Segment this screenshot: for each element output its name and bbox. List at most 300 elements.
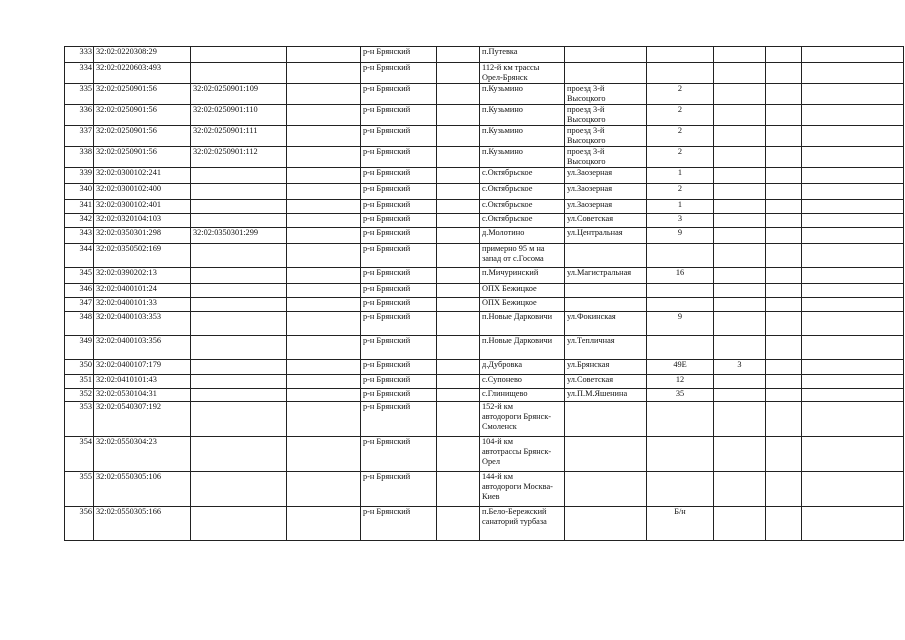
street-cell (565, 47, 647, 63)
district-cell: р-н Брянский (361, 312, 437, 336)
empty-cell (802, 63, 904, 84)
house-number-cell: 35 (647, 389, 714, 402)
empty-cell (437, 147, 480, 168)
empty-cell (287, 126, 361, 147)
empty-cell (766, 47, 802, 63)
locality-cell: д.Дубровка (480, 360, 565, 375)
empty-cell (437, 268, 480, 284)
district-cell: р-н Брянский (361, 126, 437, 147)
street-cell (565, 402, 647, 437)
house-number-cell: 16 (647, 268, 714, 284)
row-number-cell: 334 (65, 63, 94, 84)
building-cadastral-number-cell (191, 402, 287, 437)
building-cadastral-number-cell (191, 244, 287, 268)
empty-cell (802, 472, 904, 507)
table-row (65, 47, 904, 63)
cadastral-number-cell: 32:02:0220308:29 (94, 47, 191, 63)
table-row (65, 284, 904, 298)
table-row (65, 228, 904, 244)
row-number-cell: 339 (65, 168, 94, 184)
empty-cell (287, 63, 361, 84)
building-cadastral-number-cell (191, 284, 287, 298)
district-cell: р-н Брянский (361, 437, 437, 472)
house-number-cell: 1 (647, 168, 714, 184)
building-cadastral-number-cell (191, 375, 287, 389)
building-number-cell (714, 312, 766, 336)
empty-cell (766, 268, 802, 284)
empty-cell (766, 507, 802, 541)
empty-cell (802, 228, 904, 244)
empty-cell (802, 507, 904, 541)
empty-cell (437, 184, 480, 200)
building-cadastral-number-cell: 32:02:0250901:111 (191, 126, 287, 147)
row-number-cell: 337 (65, 126, 94, 147)
cadastral-number-cell: 32:02:0350301:298 (94, 228, 191, 244)
empty-cell (766, 147, 802, 168)
empty-cell (287, 244, 361, 268)
street-cell (565, 298, 647, 312)
house-number-cell: 49Е (647, 360, 714, 375)
empty-cell (802, 244, 904, 268)
empty-cell (766, 472, 802, 507)
empty-cell (802, 402, 904, 437)
building-number-cell (714, 47, 766, 63)
district-cell: р-н Брянский (361, 284, 437, 298)
locality-cell: ОПХ Бежицкое (480, 298, 565, 312)
empty-cell (766, 402, 802, 437)
table-row (65, 268, 904, 284)
empty-cell (802, 200, 904, 214)
empty-cell (766, 84, 802, 105)
building-number-cell (714, 268, 766, 284)
table-row (65, 200, 904, 214)
empty-cell (802, 214, 904, 228)
building-number-cell (714, 228, 766, 244)
locality-cell: ОПХ Бежицкое (480, 284, 565, 298)
cadastral-number-cell: 32:02:0540307:192 (94, 402, 191, 437)
building-cadastral-number-cell (191, 63, 287, 84)
building-number-cell (714, 298, 766, 312)
house-number-cell: 2 (647, 147, 714, 168)
house-number-cell (647, 244, 714, 268)
building-cadastral-number-cell (191, 47, 287, 63)
empty-cell (802, 168, 904, 184)
building-number-cell (714, 336, 766, 360)
building-number-cell (714, 507, 766, 541)
building-number-cell (714, 184, 766, 200)
row-number-cell: 349 (65, 336, 94, 360)
building-cadastral-number-cell: 32:02:0250901:110 (191, 105, 287, 126)
locality-cell: с.Глинищево (480, 389, 565, 402)
empty-cell (766, 228, 802, 244)
empty-cell (287, 298, 361, 312)
building-number-cell (714, 389, 766, 402)
empty-cell (766, 244, 802, 268)
building-number-cell (714, 472, 766, 507)
table-row (65, 126, 904, 147)
empty-cell (802, 360, 904, 375)
empty-cell (437, 336, 480, 360)
empty-cell (437, 437, 480, 472)
locality-cell: д.Молотино (480, 228, 565, 244)
row-number-cell: 356 (65, 507, 94, 541)
empty-cell (287, 84, 361, 105)
locality-cell: п.Бело-Бережский санаторий турбаза (480, 507, 565, 541)
building-cadastral-number-cell (191, 214, 287, 228)
district-cell: р-н Брянский (361, 84, 437, 105)
empty-cell (802, 147, 904, 168)
empty-cell (437, 105, 480, 126)
table-row (65, 63, 904, 84)
table-row (65, 437, 904, 472)
empty-cell (287, 336, 361, 360)
cadastral-number-cell: 32:02:0350502:169 (94, 244, 191, 268)
empty-cell (766, 284, 802, 298)
table-row (65, 147, 904, 168)
locality-cell: 144-й км автодороги Москва- Киев (480, 472, 565, 507)
empty-cell (766, 312, 802, 336)
row-number-cell: 348 (65, 312, 94, 336)
building-cadastral-number-cell (191, 472, 287, 507)
locality-cell: примерно 95 м на запад от с.Госома (480, 244, 565, 268)
house-number-cell: 1 (647, 200, 714, 214)
table-row (65, 214, 904, 228)
district-cell: р-н Брянский (361, 105, 437, 126)
house-number-cell (647, 284, 714, 298)
empty-cell (437, 228, 480, 244)
district-cell: р-н Брянский (361, 268, 437, 284)
locality-cell: с.Октябрьское (480, 168, 565, 184)
table-row (65, 84, 904, 105)
locality-cell: с.Октябрьское (480, 184, 565, 200)
building-number-cell (714, 126, 766, 147)
empty-cell (766, 298, 802, 312)
empty-cell (437, 84, 480, 105)
cadastral-number-cell: 32:02:0250901:56 (94, 147, 191, 168)
empty-cell (287, 402, 361, 437)
empty-cell (766, 63, 802, 84)
empty-cell (437, 126, 480, 147)
empty-cell (802, 184, 904, 200)
empty-cell (802, 298, 904, 312)
cadastral-number-cell: 32:02:0390202:13 (94, 268, 191, 284)
district-cell: р-н Брянский (361, 336, 437, 360)
building-number-cell (714, 437, 766, 472)
locality-cell: п.Кузьмино (480, 84, 565, 105)
house-number-cell: 12 (647, 375, 714, 389)
building-cadastral-number-cell (191, 268, 287, 284)
empty-cell (437, 214, 480, 228)
street-cell: ул.Центральная (565, 228, 647, 244)
empty-cell (766, 200, 802, 214)
empty-cell (766, 336, 802, 360)
district-cell: р-н Брянский (361, 402, 437, 437)
empty-cell (437, 507, 480, 541)
cadastral-number-cell: 32:02:0250901:56 (94, 84, 191, 105)
locality-cell: п.Кузьмино (480, 147, 565, 168)
table-row (65, 336, 904, 360)
cadastral-number-cell: 32:02:0550305:166 (94, 507, 191, 541)
row-number-cell: 338 (65, 147, 94, 168)
building-number-cell (714, 147, 766, 168)
building-cadastral-number-cell (191, 298, 287, 312)
table-row (65, 244, 904, 268)
empty-cell (766, 126, 802, 147)
street-cell: ул.Заозерная (565, 200, 647, 214)
empty-cell (766, 389, 802, 402)
cadastral-number-cell: 32:02:0250901:56 (94, 105, 191, 126)
house-number-cell (647, 402, 714, 437)
empty-cell (437, 375, 480, 389)
street-cell: проезд 3-й Высоцкого (565, 147, 647, 168)
locality-cell: п.Путевка (480, 47, 565, 63)
building-cadastral-number-cell (191, 507, 287, 541)
table-row (65, 389, 904, 402)
empty-cell (287, 47, 361, 63)
row-number-cell: 333 (65, 47, 94, 63)
empty-cell (802, 84, 904, 105)
empty-cell (287, 312, 361, 336)
district-cell: р-н Брянский (361, 389, 437, 402)
row-number-cell: 350 (65, 360, 94, 375)
building-number-cell (714, 244, 766, 268)
house-number-cell: Б/н (647, 507, 714, 541)
empty-cell (802, 389, 904, 402)
building-cadastral-number-cell (191, 168, 287, 184)
cadastral-number-cell: 32:02:0220603:493 (94, 63, 191, 84)
table-row (65, 360, 904, 375)
empty-cell (287, 147, 361, 168)
cadastral-number-cell: 32:02:0400103:353 (94, 312, 191, 336)
building-cadastral-number-cell (191, 312, 287, 336)
empty-cell (287, 389, 361, 402)
empty-cell (766, 168, 802, 184)
empty-cell (287, 200, 361, 214)
empty-cell (766, 375, 802, 389)
district-cell: р-н Брянский (361, 63, 437, 84)
district-cell: р-н Брянский (361, 47, 437, 63)
empty-cell (766, 437, 802, 472)
street-cell: проезд 3-й Высоцкого (565, 84, 647, 105)
empty-cell (437, 472, 480, 507)
table-row (65, 507, 904, 541)
row-number-cell: 347 (65, 298, 94, 312)
house-number-cell: 3 (647, 214, 714, 228)
empty-cell (802, 336, 904, 360)
row-number-cell: 345 (65, 268, 94, 284)
locality-cell: п.Новые Дарковичи (480, 336, 565, 360)
empty-cell (766, 184, 802, 200)
house-number-cell: 9 (647, 228, 714, 244)
building-number-cell (714, 168, 766, 184)
empty-cell (802, 47, 904, 63)
street-cell: проезд 3-й Высоцкого (565, 105, 647, 126)
row-number-cell: 341 (65, 200, 94, 214)
cadastral-number-cell: 32:02:0550304:23 (94, 437, 191, 472)
cadastral-number-cell: 32:02:0530104:31 (94, 389, 191, 402)
district-cell: р-н Брянский (361, 200, 437, 214)
building-cadastral-number-cell: 32:02:0250901:109 (191, 84, 287, 105)
empty-cell (437, 389, 480, 402)
locality-cell: п.Новые Дарковичи (480, 312, 565, 336)
house-number-cell: 2 (647, 126, 714, 147)
locality-cell: с.Октябрьское (480, 214, 565, 228)
street-cell: ул.Советская (565, 375, 647, 389)
district-cell: р-н Брянский (361, 360, 437, 375)
empty-cell (437, 284, 480, 298)
house-number-cell: 9 (647, 312, 714, 336)
row-number-cell: 351 (65, 375, 94, 389)
locality-cell: 152-й км автодороги Брянск- Смоленск (480, 402, 565, 437)
empty-cell (287, 507, 361, 541)
building-cadastral-number-cell (191, 360, 287, 375)
house-number-cell (647, 298, 714, 312)
street-cell: ул.Советская (565, 214, 647, 228)
table-row (65, 184, 904, 200)
row-number-cell: 352 (65, 389, 94, 402)
building-cadastral-number-cell: 32:02:0250901:112 (191, 147, 287, 168)
building-cadastral-number-cell (191, 184, 287, 200)
cadastral-number-cell: 32:02:0320104:103 (94, 214, 191, 228)
cadastral-number-cell: 32:02:0400107:179 (94, 360, 191, 375)
street-cell (565, 437, 647, 472)
empty-cell (287, 168, 361, 184)
empty-cell (802, 268, 904, 284)
row-number-cell: 346 (65, 284, 94, 298)
empty-cell (287, 375, 361, 389)
building-number-cell (714, 84, 766, 105)
empty-cell (766, 360, 802, 375)
street-cell (565, 507, 647, 541)
building-number-cell (714, 402, 766, 437)
house-number-cell (647, 336, 714, 360)
row-number-cell: 342 (65, 214, 94, 228)
district-cell: р-н Брянский (361, 472, 437, 507)
empty-cell (437, 244, 480, 268)
street-cell: ул.Заозерная (565, 184, 647, 200)
district-cell: р-н Брянский (361, 507, 437, 541)
street-cell (565, 63, 647, 84)
building-number-cell (714, 200, 766, 214)
locality-cell: п.Мичуринский (480, 268, 565, 284)
row-number-cell: 340 (65, 184, 94, 200)
house-number-cell (647, 472, 714, 507)
empty-cell (766, 214, 802, 228)
empty-cell (437, 312, 480, 336)
table-row (65, 472, 904, 507)
empty-cell (287, 268, 361, 284)
empty-cell (437, 63, 480, 84)
row-number-cell: 335 (65, 84, 94, 105)
row-number-cell: 354 (65, 437, 94, 472)
building-cadastral-number-cell (191, 336, 287, 360)
street-cell (565, 244, 647, 268)
street-cell: ул.Брянская (565, 360, 647, 375)
row-number-cell: 344 (65, 244, 94, 268)
street-cell: ул.Фокинская (565, 312, 647, 336)
house-number-cell: 2 (647, 184, 714, 200)
house-number-cell (647, 47, 714, 63)
table-row (65, 312, 904, 336)
locality-cell: с.Октябрьское (480, 200, 565, 214)
table-row (65, 105, 904, 126)
empty-cell (437, 47, 480, 63)
building-cadastral-number-cell (191, 200, 287, 214)
building-number-cell (714, 214, 766, 228)
empty-cell (437, 298, 480, 312)
building-number-cell (714, 63, 766, 84)
table-row (65, 402, 904, 437)
street-cell: ул.Тепличная (565, 336, 647, 360)
empty-cell (287, 437, 361, 472)
building-cadastral-number-cell: 32:02:0350301:299 (191, 228, 287, 244)
street-cell: ул.Заозерная (565, 168, 647, 184)
building-cadastral-number-cell (191, 389, 287, 402)
empty-cell (437, 168, 480, 184)
row-number-cell: 355 (65, 472, 94, 507)
empty-cell (802, 105, 904, 126)
table-row (65, 375, 904, 389)
street-cell: ул.Магистральная (565, 268, 647, 284)
empty-cell (802, 375, 904, 389)
cadastral-number-cell: 32:02:0400101:24 (94, 284, 191, 298)
row-number-cell: 353 (65, 402, 94, 437)
house-number-cell (647, 63, 714, 84)
building-number-cell (714, 105, 766, 126)
empty-cell (437, 402, 480, 437)
empty-cell (287, 105, 361, 126)
empty-cell (802, 312, 904, 336)
table-body (65, 47, 904, 541)
empty-cell (287, 228, 361, 244)
cadastral-number-cell: 32:02:0400103:356 (94, 336, 191, 360)
empty-cell (766, 105, 802, 126)
house-number-cell (647, 437, 714, 472)
table-row (65, 298, 904, 312)
cadastral-number-cell: 32:02:0410101:43 (94, 375, 191, 389)
empty-cell (287, 184, 361, 200)
district-cell: р-н Брянский (361, 298, 437, 312)
locality-cell: с.Супонево (480, 375, 565, 389)
district-cell: р-н Брянский (361, 168, 437, 184)
building-cadastral-number-cell (191, 437, 287, 472)
district-cell: р-н Брянский (361, 184, 437, 200)
district-cell: р-н Брянский (361, 375, 437, 389)
locality-cell: п.Кузьмино (480, 126, 565, 147)
empty-cell (802, 126, 904, 147)
district-cell: р-н Брянский (361, 228, 437, 244)
empty-cell (802, 284, 904, 298)
district-cell: р-н Брянский (361, 244, 437, 268)
district-cell: р-н Брянский (361, 147, 437, 168)
building-number-cell: 3 (714, 360, 766, 375)
row-number-cell: 336 (65, 105, 94, 126)
registry-table (64, 46, 904, 541)
house-number-cell: 2 (647, 84, 714, 105)
cadastral-number-cell: 32:02:0400101:33 (94, 298, 191, 312)
empty-cell (287, 214, 361, 228)
district-cell: р-н Брянский (361, 214, 437, 228)
cadastral-number-cell: 32:02:0300102:400 (94, 184, 191, 200)
table-row (65, 168, 904, 184)
row-number-cell: 343 (65, 228, 94, 244)
building-number-cell (714, 375, 766, 389)
cadastral-number-cell: 32:02:0250901:56 (94, 126, 191, 147)
building-number-cell (714, 284, 766, 298)
cadastral-number-cell: 32:02:0550305:106 (94, 472, 191, 507)
street-cell: проезд 3-й Высоцкого (565, 126, 647, 147)
empty-cell (437, 360, 480, 375)
